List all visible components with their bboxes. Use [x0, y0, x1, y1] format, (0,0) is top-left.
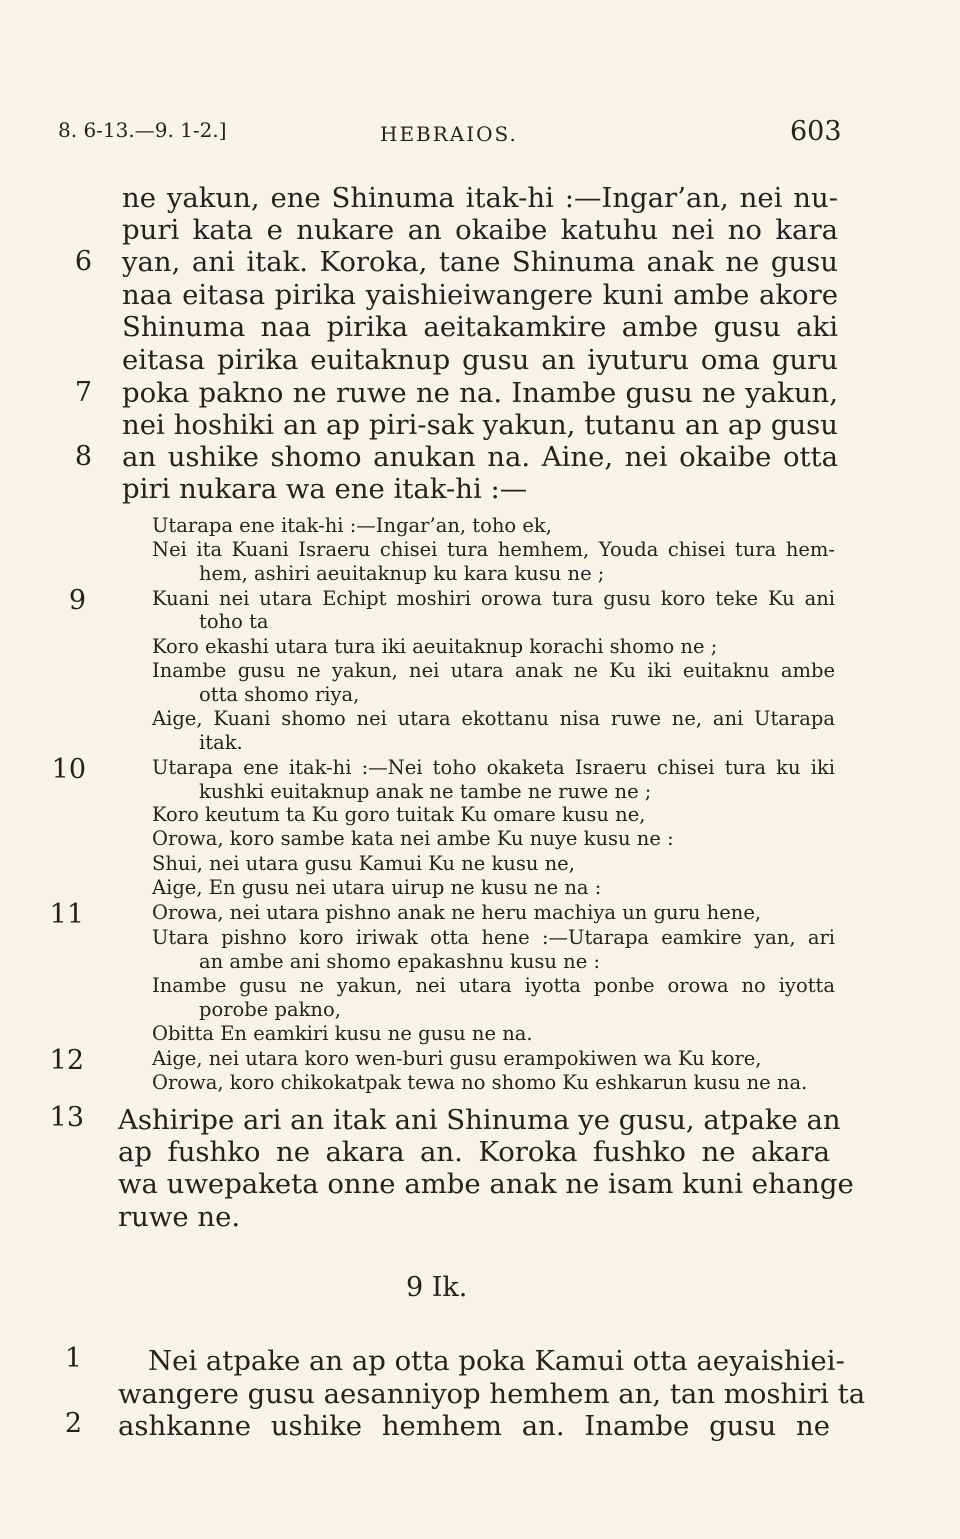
prose-line: ne yakun, ene Shinuma itak-hi :—Ingar’an, nei nu-: [122, 182, 838, 214]
prose-line: yan, ani itak. Koroka, tane Shinuma anak ne gusu: [122, 246, 838, 278]
prose-line: Shinuma naa pirika aeitakamkire ambe gusu aki: [122, 311, 838, 343]
prose-line: wa uwepaketa onne ambe anak ne isam kuni ehange: [118, 1168, 854, 1200]
poem-line: Inambe gusu ne yakun, nei utara anak ne Ku iki euitaknu ambe: [152, 659, 835, 682]
chapter-heading: 9 Ik.: [406, 1272, 468, 1303]
poem-line: Kuani nei utara Echipt moshiri orowa tura gusu koro teke Ku ani: [152, 587, 835, 610]
verse-number: 6: [74, 246, 92, 277]
poem-line: Utara pishno koro iriwak otta hene :—Utarapa eamkire yan, ari: [152, 926, 835, 949]
verse-number: 11: [49, 899, 84, 930]
prose-line: an ushike shomo anukan na. Aine, nei okaibe otta: [122, 441, 838, 473]
poem-line: Shui, nei utara gusu Kamui Ku ne kusu ne,: [152, 852, 575, 875]
verse-number: 7: [74, 377, 92, 408]
poem-line: kushki euitaknup anak ne tambe ne ruwe ne ;: [199, 780, 652, 803]
verse-number: 2: [64, 1408, 82, 1439]
prose-line: wangere gusu aesanniyop hemhem an, tan moshiri ta: [118, 1378, 866, 1410]
prose-line: eitasa pirika euitaknup gusu an iyuturu oma guru: [122, 344, 838, 376]
page-number: 603: [790, 116, 842, 147]
prose-line: piri nukara wa ene itak-hi :—: [122, 473, 528, 505]
prose-line: poka pakno ne ruwe ne na. Inambe gusu ne yakun,: [122, 377, 838, 409]
prose-line: Ashiripe ari an itak ani Shinuma ye gusu, atpake an: [118, 1104, 841, 1136]
poem-line: toho ta: [199, 610, 269, 633]
verse-number: 9: [68, 585, 86, 616]
prose-line: nei hoshiki an ap piri-sak yakun, tutanu an ap gusu: [122, 409, 838, 441]
poem-line: Aige, nei utara koro wen-buri gusu erampokiwen wa Ku kore,: [152, 1047, 762, 1070]
prose-line: ashkanne ushike hemhem an. Inambe gusu ne: [118, 1410, 830, 1442]
prose-line: puri kata e nukare an okaibe katuhu nei no kara: [122, 214, 838, 246]
prose-line: Nei atpake an ap otta poka Kamui otta aeyaishiei-: [148, 1345, 845, 1377]
poem-line: hem, ashiri aeuitaknup ku kara kusu ne ;: [199, 562, 605, 585]
verse-number: 8: [74, 441, 92, 472]
poem-line: Aige, Kuani shomo nei utara ekottanu nisa ruwe ne, ani Utarapa: [152, 707, 835, 730]
prose-line: naa eitasa pirika yaishieiwangere kuni ambe akore: [122, 279, 838, 311]
verse-number: 1: [64, 1343, 82, 1374]
poem-line: Koro ekashi utara tura iki aeuitaknup korachi shomo ne ;: [152, 635, 718, 658]
poem-line: Koro keutum ta Ku goro tuitak Ku omare kusu ne,: [152, 803, 646, 826]
poem-line: Orowa, nei utara pishno anak ne heru machiya un guru hene,: [152, 901, 762, 924]
prose-line: ap fushko ne akara an. Koroka fushko ne akara: [118, 1136, 830, 1168]
poem-line: Utarapa ene itak-hi :—Ingar’an, toho ek,: [152, 514, 552, 537]
poem-line: otta shomo riya,: [199, 683, 360, 706]
verse-number: 10: [51, 754, 86, 785]
poem-line: Nei ita Kuani Israeru chisei tura hemhem, Youda chisei tura hem-: [152, 538, 835, 561]
poem-line: itak.: [199, 731, 243, 754]
poem-line: Orowa, koro sambe kata nei ambe Ku nuye kusu ne :: [152, 827, 674, 850]
poem-line: Aige, En gusu nei utara uirup ne kusu ne na :: [152, 876, 602, 899]
prose-line: ruwe ne.: [118, 1201, 241, 1233]
poem-line: Inambe gusu ne yakun, nei utara iyotta ponbe orowa no iyotta: [152, 974, 835, 997]
poem-line: Orowa, koro chikokatpak tewa no shomo Ku eshkarun kusu ne na.: [152, 1071, 808, 1094]
poem-line: an ambe ani shomo epakashnu kusu ne :: [199, 950, 601, 973]
poem-line: Obitta En eamkiri kusu ne gusu ne na.: [152, 1022, 533, 1045]
page-reference: 8. 6-13.—9. 1-2.]: [58, 118, 227, 142]
running-title: HEBRAIOS.: [380, 122, 518, 146]
poem-line: Utarapa ene itak-hi :—Nei toho okaketa Israeru chisei tura ku iki: [152, 756, 835, 779]
verse-number: 12: [49, 1045, 84, 1076]
verse-number: 13: [49, 1102, 84, 1133]
poem-line: porobe pakno,: [199, 998, 341, 1021]
